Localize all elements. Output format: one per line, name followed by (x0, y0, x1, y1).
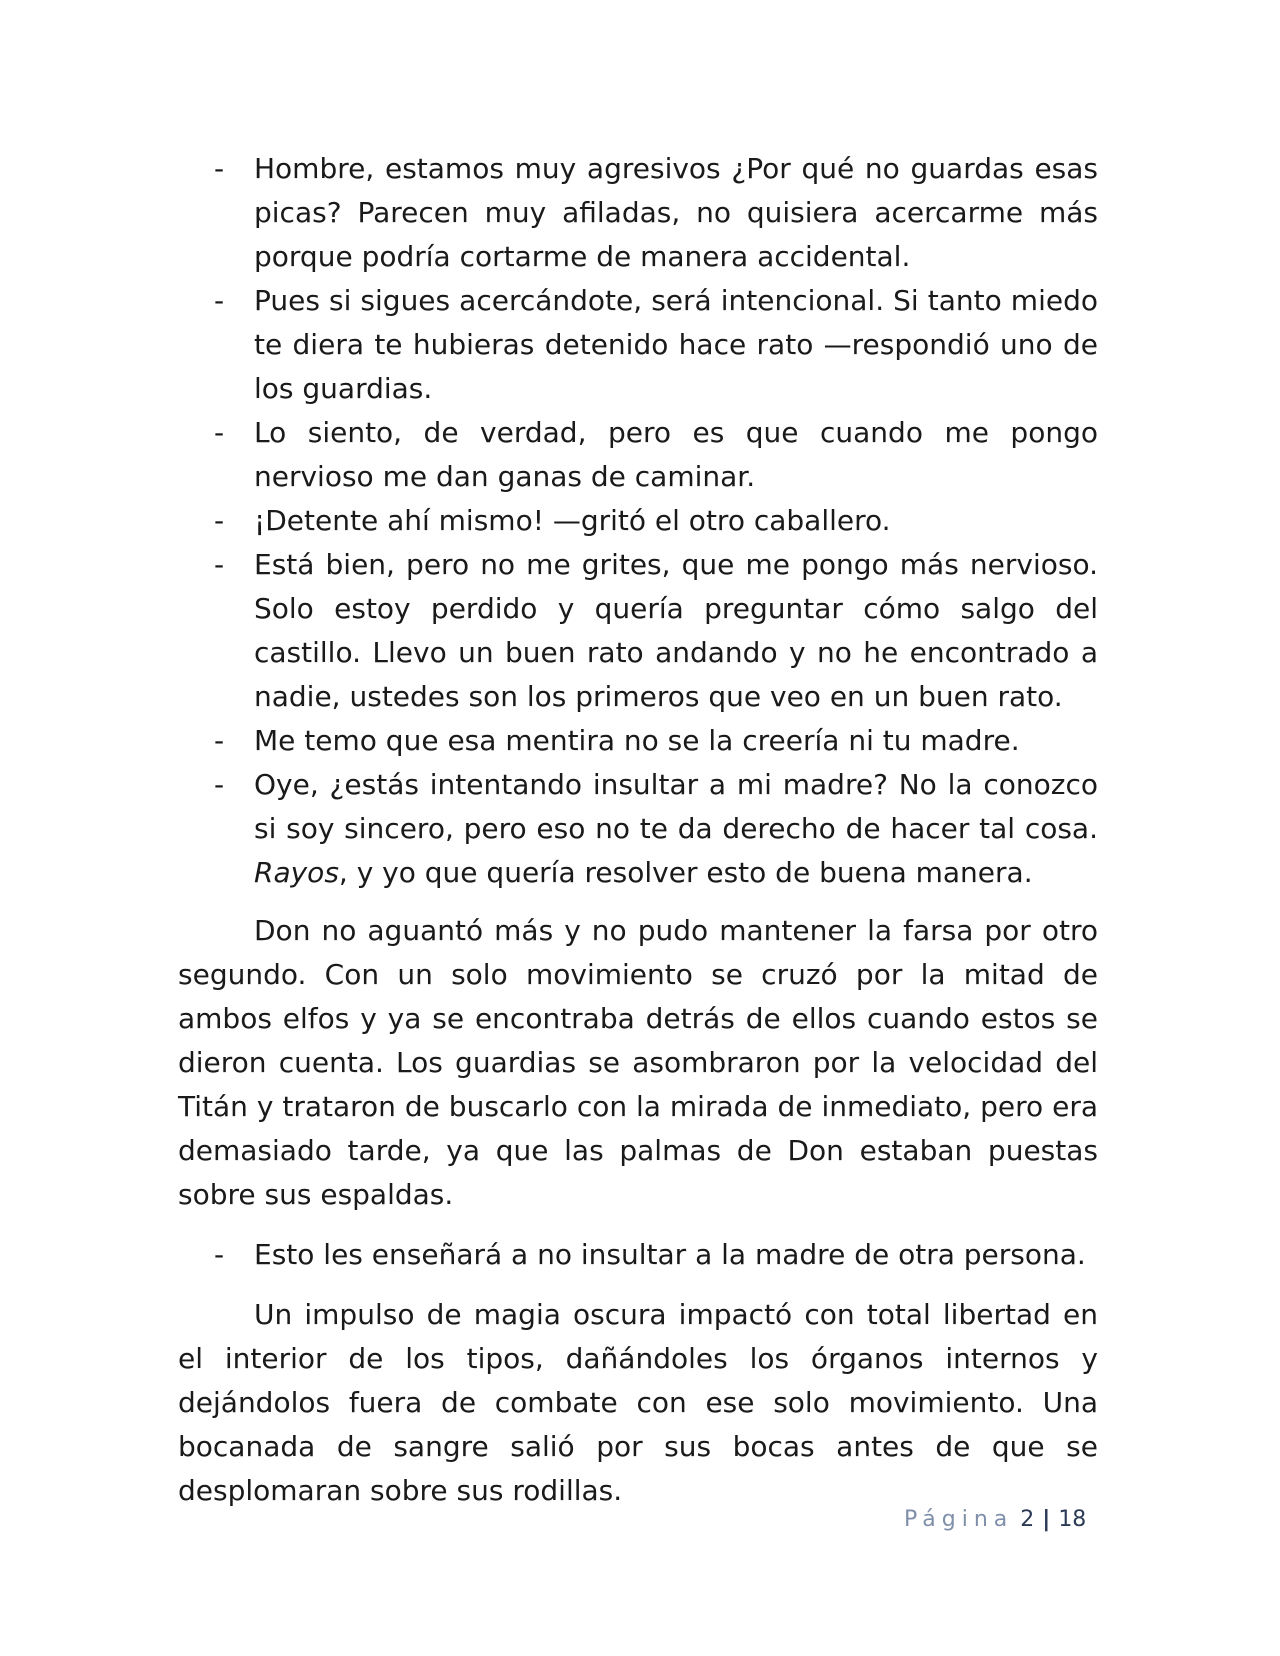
page-footer (904, 1505, 1086, 1535)
dialogue-dash: - (214, 152, 225, 185)
dialogue-line (178, 411, 1098, 499)
dialogue-line (178, 719, 1098, 763)
dialogue-dash: - (214, 724, 225, 757)
dialogue-dash: - (214, 548, 225, 581)
dialogue-text: Hombre, estamos muy agresivos ¿Por qué no guardas esas picas? Parecen muy afiladas, no quisiera acercarme más porque podría cortarme de manera accidental. (254, 152, 1098, 273)
narrative-paragraph: Don no aguantó más y no pudo mantener la farsa por otro segundo. Con un solo movimiento se cruzó por la mitad de ambos elfos y ya se encontraba detrás de ellos cuando estos se dieron cuenta. Los guardias se asombraron por la velocidad del Titán y trataron de buscarlo con la mirada de inmediato, pero era demasiado tarde, ya que las palmas de Don estaban puestas sobre sus espaldas. (178, 914, 1098, 1211)
footer-total-pages: 18 (1058, 1507, 1087, 1532)
dialogue-line (178, 1233, 1098, 1277)
dialogue-text: Esto les enseñará a no insultar a la madre de otra persona. (254, 1238, 1086, 1271)
dialogue-line (178, 279, 1098, 411)
footer-page-label: Página (904, 1507, 1014, 1532)
dialogue-dash: - (214, 416, 225, 449)
dialogue-text: Me temo que esa mentira no se la creería ni tu madre. (254, 724, 1020, 757)
dialogue-text: Pues si sigues acercándote, será intencional. Si tanto miedo te diera te hubieras detenido hace rato —respondió uno de los guardias. (254, 284, 1098, 405)
dialogue-line (178, 499, 1098, 543)
dialogue-list (178, 147, 1098, 895)
page-body (178, 147, 1098, 1513)
dialogue-line (178, 147, 1098, 279)
dialogue-line (178, 543, 1098, 719)
dialogue-dash: - (214, 1238, 225, 1271)
dialogue-dash: - (214, 504, 225, 537)
dialogue-text: Está bien, pero no me grites, que me pongo más nervioso. Solo estoy perdido y quería preguntar cómo salgo del castillo. Llevo un buen rato andando y no he encontrado a nadie, ustedes son los primeros que veo en un buen rato. (254, 548, 1098, 713)
dialogue-text-end: , y yo que quería resolver esto de buena manera. (338, 856, 1033, 889)
narrative-paragraph: Un impulso de magia oscura impactó con total libertad en el interior de los tipos, dañándoles los órganos internos y dejándolos fuera de combate con ese solo movimiento. Una bocanada de sangre salió por sus bocas antes de que se desplomaran sobre sus rodillas. (178, 1298, 1098, 1507)
dialogue-text-start: Oye, ¿estás intentando insultar a mi madre? No la conozco si soy sincero, pero eso no te da derecho de hacer tal cosa. (254, 768, 1098, 845)
footer-current-page: 2 (1020, 1507, 1035, 1532)
dialogue-text: ¡Detente ahí mismo! —gritó el otro caballero. (254, 504, 891, 537)
dialogue-list (178, 1233, 1098, 1277)
dialogue-italic-word: Rayos (254, 856, 339, 889)
dialogue-text: Lo siento, de verdad, pero es que cuando me pongo nervioso me dan ganas de caminar. (254, 416, 1098, 493)
dialogue-line (178, 763, 1098, 895)
footer-separator: | (1042, 1507, 1051, 1532)
dialogue-dash: - (214, 768, 225, 801)
dialogue-dash: - (214, 284, 225, 317)
